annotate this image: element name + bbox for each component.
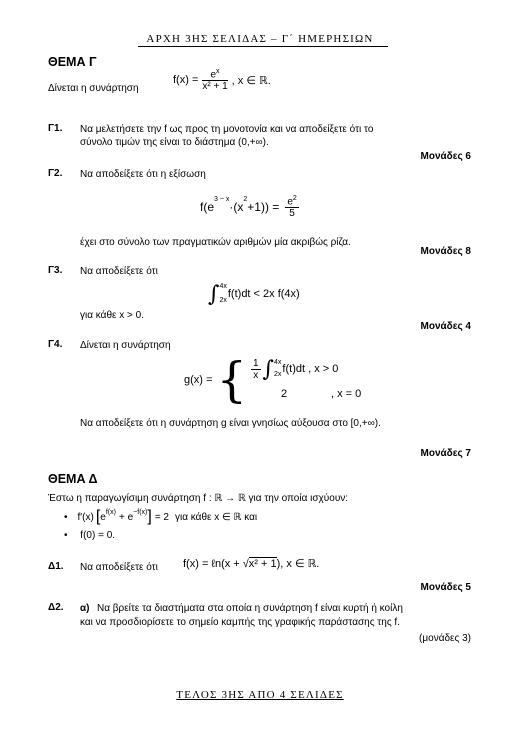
g4-text2: Να αποδείξετε ότι η συνάρτηση g είναι γνησίως αύξουσα στο [0,+∞). [80, 418, 381, 429]
g2-eq-left: f(e [200, 200, 215, 215]
g2-eq-end: +1)) = [247, 200, 280, 215]
g2-marks: Μονάδες 8 [420, 246, 471, 257]
d1-equation [183, 557, 319, 570]
g3-marks: Μονάδες 4 [420, 321, 471, 332]
page-footer: ΤΕΛΟΣ 3ΗΣ ΑΠΟ 4 ΣΕΛΙΔΕΣ [176, 689, 344, 701]
label-d2: Δ2. [48, 602, 64, 613]
g3-text2: για κάθε x > 0. [80, 310, 144, 321]
g2-text2: έχει στο σύνολο των πραγματικών αριθμών μία ακριβώς ρίζα. [80, 237, 351, 248]
label-g2: Γ2. [48, 168, 63, 179]
g4-piecewise [184, 352, 362, 408]
g1-text2: σύνολο τιμών της είναι το διάστημα (0,+∞). [80, 137, 269, 148]
bullet1-c-sup: −f(x) [133, 508, 148, 516]
g4-c2-val: 2 [280, 388, 288, 400]
d2-marks: (μονάδες 3) [419, 633, 471, 644]
integral-icon: ∫ [208, 281, 220, 307]
g2-text1: Να αποδείξετε ότι η εξίσωση [80, 169, 206, 180]
func-fraction [202, 68, 227, 92]
bullet1-b-sup: f(x) [105, 508, 116, 516]
bullet1-c: + e [118, 511, 134, 523]
bullet2-text: f(0) = 0. [80, 530, 116, 541]
d1-text1: Να αποδείξετε ότι [80, 562, 158, 573]
theme-g-intro [48, 82, 139, 95]
g3-int-lower: 2x [219, 297, 227, 304]
bullet1-d: = 2 [154, 511, 169, 523]
func-den: x² + 1 [202, 81, 228, 93]
g4-c1-num: 1 [252, 357, 259, 369]
g4-text1: Δίνεται η συνάρτηση [80, 340, 171, 351]
g2-rnum: e [287, 196, 293, 208]
g2-rnum-sup: 2 [292, 195, 297, 202]
right-bracket-icon: ] [147, 508, 152, 525]
left-brace-icon: { [216, 352, 247, 408]
g4-c1-fraction [251, 358, 261, 381]
g2-equation [200, 195, 299, 219]
bullet-icon: • [64, 530, 68, 541]
g3-text1: Να αποδείξετε ότι [80, 266, 158, 277]
g2-eq-mid: ·(x [229, 200, 244, 215]
d1-eq-root: x² + 1 [248, 558, 277, 570]
function-definition [173, 68, 271, 92]
g4-c1-upper: 4x [274, 359, 282, 366]
func-lhs: f(x) = [173, 74, 199, 87]
g2-eq-sup2: 2 [243, 195, 248, 203]
g3-ineq: f(t)dt < 2x f(4x) [227, 288, 300, 300]
func-domain: , x ∈ ℝ. [231, 74, 271, 87]
g4-c1-lower: 2x [274, 371, 282, 378]
bullet-icon: • [64, 511, 68, 523]
g4-c1-body: f(t)dt , x > 0 [282, 363, 339, 375]
header-underline [138, 46, 388, 47]
g3-inequality [208, 280, 300, 308]
section-title-theme-g: ΘΕΜΑ Γ [48, 55, 97, 69]
sqrt-icon: √ [242, 557, 249, 570]
left-bracket-icon: [ [95, 508, 101, 525]
label-d1: Δ1. [48, 561, 64, 572]
g4-c2-cond: , x = 0 [330, 388, 362, 400]
label-g3: Γ3. [48, 265, 63, 276]
d1-eq-a: f(x) = ℓn(x + [183, 557, 240, 570]
bullet-1 [64, 508, 257, 526]
bullet1-b: e [100, 511, 106, 523]
g1-text1: Να μελετήσετε την f ως προς τη μονοτονία και να αποδείξετε ότι το [80, 124, 374, 135]
integral-icon: ∫ [262, 356, 275, 382]
g4-c1-den: x [253, 369, 259, 381]
g3-int-upper: 4x [219, 283, 227, 290]
bullet1-e: για κάθε x ∈ ℝ και [175, 511, 258, 523]
bullet1-a: f′(x) [77, 511, 94, 523]
label-g4: Γ4. [48, 339, 63, 350]
page-header: ΑΡΧΗ 3ΗΣ ΣΕΛΙΔΑΣ – Γ΄ ΗΜΕΡΗΣΙΩΝ [146, 33, 374, 45]
g2-eq-sup: 3 − x [214, 195, 230, 203]
label-g1: Γ1. [48, 123, 63, 134]
d1-eq-b: ), x ∈ ℝ. [276, 558, 320, 570]
g1-marks: Μονάδες 6 [420, 151, 471, 162]
d2-text2: και να προσδιορίσετε το σημείο καμπής της γραφικής παράστασης της f. [80, 617, 400, 628]
bullet-2 [64, 530, 115, 541]
g4-marks: Μονάδες 7 [420, 448, 471, 459]
d2-text1: Να βρείτε τα διαστήματα στα οποία η συνάρτηση f είναι κυρτή ή κοίλη [97, 603, 403, 614]
g2-rhs-fraction [285, 195, 298, 219]
d2-part: α) [80, 603, 90, 614]
func-num-sup: x [216, 68, 220, 75]
theme-d-intro: Έστω η παραγωγίσιμη συνάρτηση f : ℝ → ℝ για την οποία ισχύουν: [48, 493, 349, 504]
intro-text: Δίνεται η συνάρτηση [48, 83, 139, 94]
d1-marks: Μονάδες 5 [420, 582, 471, 593]
func-num: e [210, 69, 217, 81]
g2-rden: 5 [289, 208, 295, 220]
section-title-theme-d: ΘΕΜΑ Δ [48, 472, 98, 486]
g4-lhs: g(x) = [184, 374, 213, 386]
